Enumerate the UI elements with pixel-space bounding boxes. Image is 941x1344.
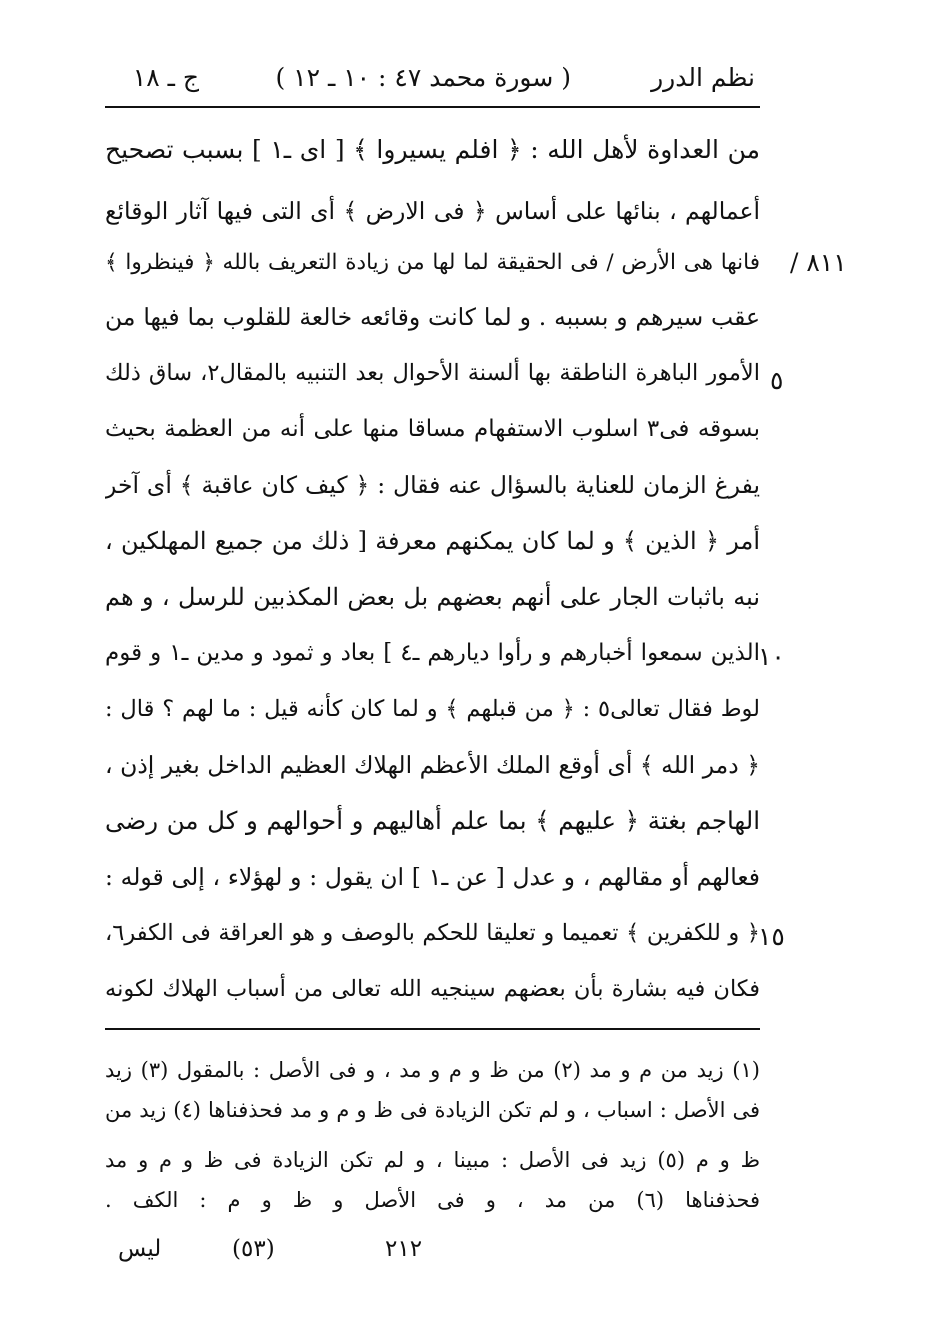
footnote-line: (١) زيد من م و مد (٢) من ظ و م و مد ، و فى الأصل : بالمقول (٣) زيد [105, 1058, 760, 1082]
juz-number: ج ـ ١٨ [132, 63, 199, 92]
text-line: فكان فيه بشارة بأن بعضهم سينجيه الله تعالى من أسباب الهلاك لكونه [105, 976, 760, 1002]
surah-reference: ( سورة محمد ٤٧ : ١٠ ـ ١٢ ) [275, 63, 571, 92]
text-line: ﴿ دمر الله ﴾ أى أوقع الملك الأعظم الهلاك العظيم الداخل بغير إذن ، [105, 751, 760, 779]
text-line: لوط فقال تعالى٥ : ﴿ من قبلهم ﴾ و لما كان كأنه قيل : ما لهم ؟ قال : [105, 696, 760, 722]
book-title: نظم الدرر [651, 63, 755, 92]
text-line: أعمالهم ، بنائها على أساس ﴿ فى الارض ﴾ أى التى فيها آثار الوقائع [105, 197, 760, 225]
footnote-line: فحذفناها (٦) من مد ، و فى الأصل و ظ و م : الكف . [105, 1188, 760, 1212]
text-line: نبه باثبات الجار على أنهم بعضهم بل بعض المكذبين للرسل ، و هم [105, 583, 760, 611]
text-line: عقب سيرهم و بسببه . و لما كانت وقائعه خالعة للقلوب بما فيها من [105, 303, 760, 331]
text-line: من العداوة لأهل الله : ﴿ افلم يسيروا ﴾ [ اى ـ١ ] بسبب تصحيح [105, 135, 760, 164]
text-line: فانها هى الأرض / فى الحقيقة لما لها من زيادة التعريف بالله ﴿ فينظروا ﴾ [105, 250, 760, 275]
catchword: ليس [118, 1236, 162, 1262]
header-rule [105, 106, 760, 108]
footnote-line: ظ و م (٥) زيد فى الأصل : مبينا ، و لم تكن الزيادة فى ظ و م و مد [105, 1148, 760, 1172]
page-number: ٢١٢ [385, 1236, 423, 1262]
footnote-line: فى الأصل : اسباب ، و لم تكن الزيادة فى ظ و م و مد فحذفناها (٤) زيد من [105, 1098, 760, 1122]
text-line: الهاجم بغتة ﴿ عليهم ﴾ بما علم أهاليهم و أحوالهم و كل من رضى [105, 806, 760, 835]
sheet-number: (٥٣) [232, 1236, 275, 1262]
manuscript-page-marker: ٨١١ / [790, 248, 847, 277]
text-line: ﴿ و للكفرين ﴾ تعميما و تعليقا للحكم بالوصف و هو العراقة فى الكفر٦، [105, 920, 760, 946]
text-line: الأمور الباهرة الناطقة بها ألسنة الأحوال بعد التنبيه بالمقال٢، ساق ذلك [105, 360, 760, 386]
text-line: فعالهم أو مقالهم ، و عدل [ عن ـ١ ] ان يقول : و لهؤلاء ، إلى قوله : [105, 863, 760, 891]
line-number-10: ١٠ [758, 642, 785, 671]
text-line: يفرغ الزمان للعناية بالسؤال عنه فقال : ﴿ كيف كان عاقبة ﴾ أى آخر [105, 471, 760, 499]
line-number-15: ١٥ [758, 922, 785, 951]
text-line: بسوقه فى٣ اسلوب الاستفهام مساقا منها على أنه من العظمة بحيث [105, 416, 760, 442]
text-line: الذين سمعوا أخبارهم و رأوا ديارهم ـ٤ ] بعاد و ثمود و مدين ـ١ و قوم [105, 640, 760, 666]
text-line: أمر ﴿ الذين ﴾ و لما كان يمكنهم معرفة [ ذلك من جميع المهلكين ، [105, 527, 760, 555]
line-number-5: ٥ [770, 366, 784, 395]
footnote-rule [105, 1028, 760, 1030]
